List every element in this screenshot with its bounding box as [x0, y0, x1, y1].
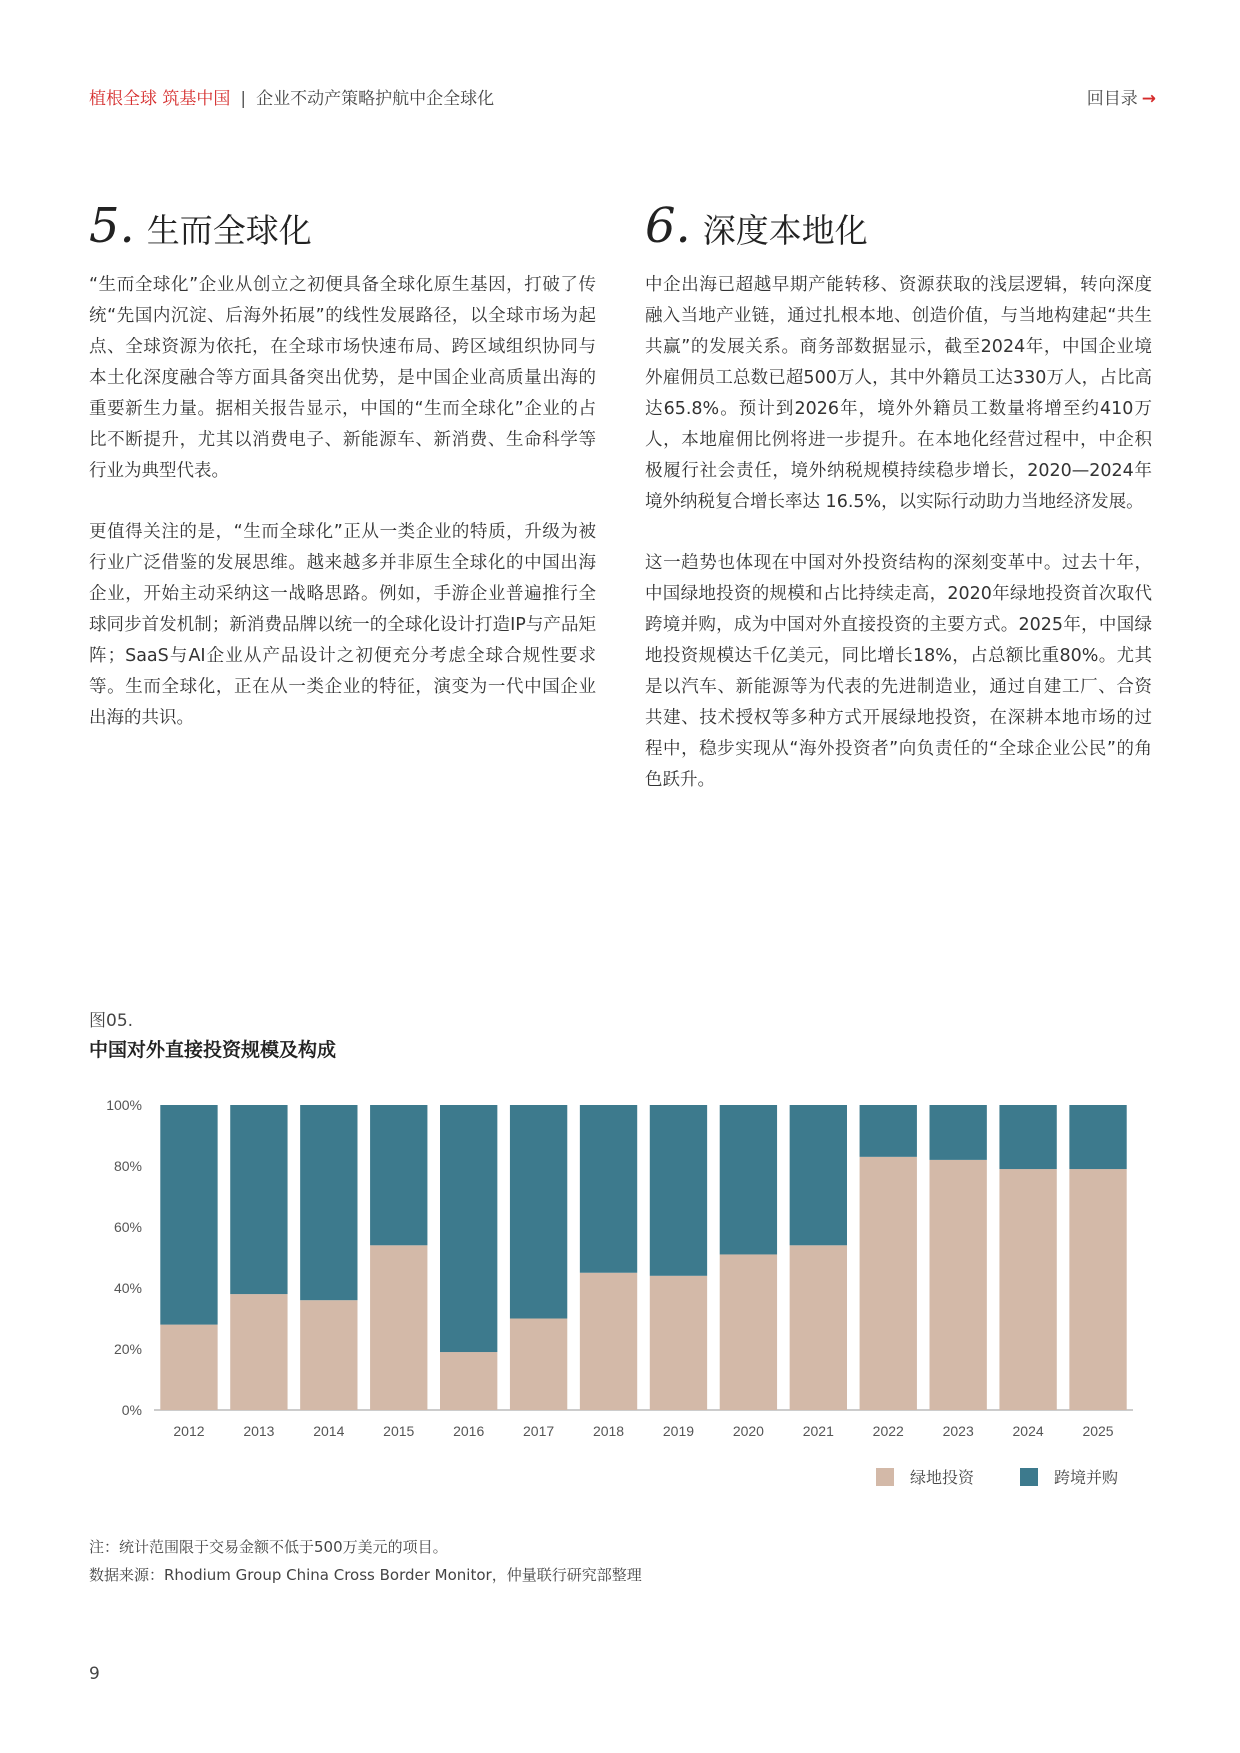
bar-segment-cross-border-ma-2024	[999, 1105, 1056, 1169]
bar-segment-cross-border-ma-2022	[860, 1105, 917, 1157]
bar-segment-cross-border-ma-2021	[790, 1105, 847, 1245]
bar-segment-cross-border-ma-2023	[930, 1105, 987, 1160]
x-tick-label: 2013	[243, 1423, 275, 1439]
bar-segment-cross-border-ma-2019	[650, 1105, 707, 1276]
bar-segment-cross-border-ma-2014	[300, 1105, 357, 1300]
page-header	[89, 84, 494, 109]
stacked-bar-chart	[89, 1090, 1155, 1450]
section-deep-localization	[645, 198, 1152, 826]
x-tick-label: 2015	[383, 1423, 415, 1439]
section-heading	[89, 198, 596, 260]
section-number: 6.	[645, 198, 691, 254]
bar-segment-cross-border-ma-2017	[510, 1105, 567, 1319]
figure-title: 中国对外直接投资规模及构成	[89, 1039, 337, 1061]
section-body	[645, 270, 1152, 796]
paragraph: “生而全球化”企业从创立之初便具备全球化原生基因，打破了传统“先国内沉淀、后海外拓展”的线性发展路径，以全球市场为起点、全球资源为依托，在全球市场快速布局、跨区域组织协同与本土化深度融合等方面具备突出优势，是中国企业高质量出海的重要新生力量。据相关报告显示，中国的“生而全球化”企业的占比不断提升，尤其以消费电子、新能源车、新消费、生命科学等行业为典型代表。	[89, 275, 596, 481]
paragraph: 中企出海已超越早期产能转移、资源获取的浅层逻辑，转向深度融入当地产业链，通过扎根本地、创造价值，与当地构建起“共生共赢”的发展关系。商务部数据显示，截至2024年，中国企业境外雇佣员工总数已超500万人，其中外籍员工达330万人，占比高达65.8%。预计到2026年，境外外籍员工数量将增至约410万人，本地雇佣比例将进一步提升。在本地化经营过程中，中企积极履行社会责任，境外纳税规模持续稳步增长，2020—2024年境外纳税复合增长率达 16.5%，以实际行动助力当地经济发展。	[645, 275, 1152, 512]
figure-caption	[89, 1010, 1155, 1062]
legend-swatch	[876, 1468, 894, 1486]
x-tick-label: 2023	[942, 1423, 974, 1439]
bar-segment-greenfield-2016	[440, 1352, 497, 1410]
section-body	[89, 270, 596, 734]
section-heading	[645, 198, 1152, 260]
bar-segment-greenfield-2014	[300, 1300, 357, 1410]
section-number: 5.	[89, 198, 135, 254]
back-to-toc-link[interactable]	[1087, 84, 1156, 109]
bar-segment-greenfield-2019	[650, 1276, 707, 1410]
bar-segment-cross-border-ma-2025	[1069, 1105, 1126, 1169]
x-tick-label: 2025	[1082, 1423, 1114, 1439]
arrow-right-icon: →	[1141, 89, 1156, 109]
x-tick-label: 2020	[732, 1423, 764, 1439]
section-title: 深度本地化	[702, 211, 868, 250]
legend-item-cross-border-ma	[1020, 1465, 1118, 1488]
note-source: 数据来源：Rhodium Group China Cross Border Monitor，仲量联行研究部整理	[89, 1566, 642, 1584]
x-tick-label: 2024	[1012, 1423, 1044, 1439]
legend-item-greenfield	[876, 1465, 974, 1488]
header-separator: |	[240, 89, 247, 109]
paragraph: 这一趋势也体现在中国对外投资结构的深刻变革中。过去十年，中国绿地投资的规模和占比持续走高，2020年绿地投资首次取代跨境并购，成为中国对外直接投资的主要方式。2025年，中国绿地投资规模达千亿美元，同比增长18%，占总额比重80%。尤其是以汽车、新能源等为代表的先进制造业，通过自建工厂、合资共建、技术授权等多种方式开展绿地投资，在深耕本地市场的过程中，稳步实现从“海外投资者”向负责任的“全球企业公民”的角色跃升。	[645, 553, 1152, 790]
x-tick-label: 2016	[453, 1423, 485, 1439]
paragraph: 更值得关注的是，“生而全球化”正从一类企业的特质，升级为被行业广泛借鉴的发展思维。越来越多并非原生全球化的中国出海企业，开始主动采纳这一战略思路。例如，手游企业普遍推行全球同步首发机制；新消费品牌以统一的全球化设计打造IP与产品矩阵；SaaS与AI企业从产品设计之初便充分考虑全球合规性要求等。生而全球化，正在从一类企业的特征，演变为一代中国企业出海的共识。	[89, 522, 596, 728]
figure-label: 图05.	[89, 1011, 134, 1031]
header-brand: 植根全球 筑基中国	[89, 89, 231, 109]
bar-segment-greenfield-2021	[790, 1245, 847, 1410]
bar-segment-greenfield-2015	[370, 1245, 427, 1410]
bar-segment-greenfield-2013	[230, 1294, 287, 1410]
bar-segment-cross-border-ma-2012	[160, 1105, 217, 1325]
bar-segment-cross-border-ma-2016	[440, 1105, 497, 1352]
y-tick-label: 20%	[113, 1341, 142, 1357]
legend-label: 跨境并购	[1054, 1468, 1119, 1487]
x-tick-label: 2017	[523, 1423, 555, 1439]
bar-segment-cross-border-ma-2015	[370, 1105, 427, 1245]
x-tick-label: 2019	[662, 1423, 695, 1439]
x-tick-label: 2022	[872, 1423, 904, 1439]
y-tick-label: 0%	[121, 1402, 142, 1418]
toc-link-label: 回目录	[1086, 89, 1138, 109]
legend-label: 绿地投资	[910, 1468, 975, 1487]
x-tick-label: 2012	[173, 1423, 205, 1439]
header-subtitle: 企业不动产策略护航中企全球化	[256, 89, 495, 109]
bar-segment-greenfield-2023	[930, 1160, 987, 1410]
x-tick-label: 2021	[802, 1423, 834, 1439]
y-tick-label: 40%	[113, 1280, 142, 1296]
bar-segment-greenfield-2018	[580, 1273, 637, 1410]
bar-segment-greenfield-2017	[510, 1319, 567, 1411]
y-tick-label: 60%	[113, 1219, 142, 1235]
section-born-global	[89, 198, 596, 764]
bar-segment-greenfield-2024	[999, 1169, 1056, 1410]
bar-segment-cross-border-ma-2018	[580, 1105, 637, 1273]
legend-swatch	[1020, 1468, 1038, 1486]
bar-segment-greenfield-2012	[160, 1325, 217, 1410]
y-tick-label: 80%	[113, 1158, 142, 1174]
section-title: 生而全球化	[146, 211, 312, 250]
bar-segment-greenfield-2025	[1069, 1169, 1126, 1410]
bar-segment-cross-border-ma-2013	[230, 1105, 287, 1294]
x-tick-label: 2018	[592, 1423, 625, 1439]
bar-segment-greenfield-2020	[720, 1254, 777, 1410]
figure-notes	[89, 1533, 642, 1589]
note-scope: 注：统计范围限于交易金额不低于500万美元的项目。	[89, 1538, 448, 1556]
y-tick-label: 100%	[106, 1097, 142, 1113]
bar-segment-cross-border-ma-2020	[720, 1105, 777, 1254]
bar-segment-greenfield-2022	[860, 1157, 917, 1410]
page-number: 9	[89, 1664, 100, 1684]
x-tick-label: 2014	[313, 1423, 345, 1439]
